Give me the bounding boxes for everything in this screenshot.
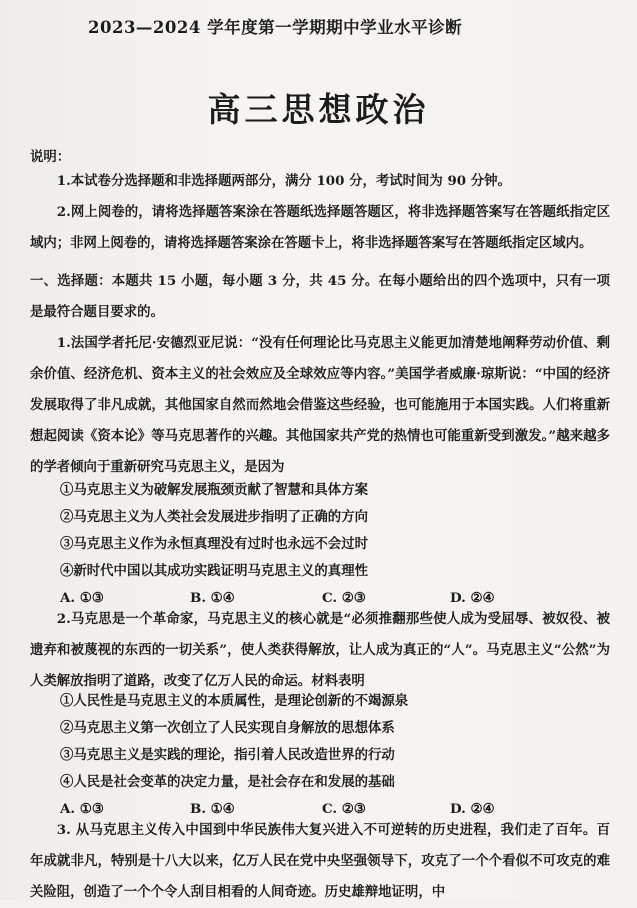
question-2-option-1: ①人民性是马克思主义的本质属性，是理论创新的不竭源泉 (60, 693, 409, 709)
question-1-option-2: ②马克思主义为人类社会发展进步指明了正确的方向 (60, 509, 368, 525)
instructions-label: 说明： (30, 149, 71, 165)
choice-d: D. ②④ (450, 590, 495, 606)
choice-b: B. ①④ (190, 801, 235, 817)
section-title: 一、选择题：本题共 15 小题，每小题 3 分，共 45 分。在每小题给出的四个选项中，只有一项是最符合题目要求的。 (30, 273, 610, 320)
question-1-stem: 1.法国学者托尼·安德烈亚尼说：“没有任何理论比马克思主义能更加清楚地阐释劳动价值、剩余价值、经济危机、资本主义的社会效应及全球效应等内容。”美国学者威廉·琼斯说：“中国的经济发展取得了非凡成就，其他国家自然而然地会借鉴这些经验，也可能施用于本国实践。人们将重新想起阅读《资本论》等马克思著作的兴趣。其他国家共产党的热情也可能重新受到激发。”越来越多的学者倾向于重新研究马克思主义，是因为 (30, 335, 610, 475)
question-1-option-4: ④新时代中国以其成功实践证明马克思主义的真理性 (60, 563, 368, 579)
question-2-option-4: ④人民是社会变革的决定力量，是社会存在和发展的基础 (60, 774, 395, 790)
choice-b: B. ①④ (190, 590, 235, 606)
instruction-item-1: 1.本试卷分选择题和非选择题两部分，满分 100 分，考试时间为 90 分钟。 (56, 173, 511, 189)
instruction-item-2: 2.网上阅卷的，请将选择题答案涂在答题纸选择题答题区，将非选择题答案写在答题纸指定区域内；非网上阅卷的，请将选择题答案涂在答题卡上，将非选择题答案写在答题纸指定区域内。 (30, 204, 610, 251)
subject-title: 高三思想政治 (207, 90, 430, 129)
question-1-option-1: ①马克思主义为破解发展瓶颈贡献了智慧和具体方案 (60, 482, 368, 498)
choice-a: A. ①③ (60, 801, 104, 817)
choice-c: C. ②③ (322, 801, 366, 817)
exam-title: 2023—2024 学年度第一学期期中学业水平诊断 (88, 18, 463, 37)
choice-d: D. ②④ (450, 801, 495, 817)
choice-c: C. ②③ (322, 590, 366, 606)
question-3-stem: 3. 从马克思主义传入中国到中华民族伟大复兴进入不可逆转的历史进程，我们走了百年。百年成就非凡，特别是十八大以来，亿万人民在党中央坚强领导下，攻克了一个个看似不可攻克的难关险阻，创造了一个个令人刮目相看的人间奇迹。历史雄辩地证明，中 (30, 822, 610, 900)
question-2-stem: 2.马克思是一个革命家，马克思主义的核心就是“必须推翻那些使人成为受屈辱、被奴役、被遗弃和被蔑视的东西的一切关系”，使人类获得解放，让人成为真正的“人”。马克思主义“公然”为人类解放指明了道路，改变了亿万人民的命运。材料表明 (30, 611, 610, 689)
question-1-option-3: ③马克思主义作为永恒真理没有过时也永远不会过时 (60, 536, 368, 552)
question-2-option-2: ②马克思主义第一次创立了人民实现自身解放的思想体系 (60, 720, 395, 736)
question-2-option-3: ③马克思主义是实践的理论，指引着人民改造世界的行动 (60, 747, 395, 763)
choice-a: A. ①③ (60, 590, 104, 606)
